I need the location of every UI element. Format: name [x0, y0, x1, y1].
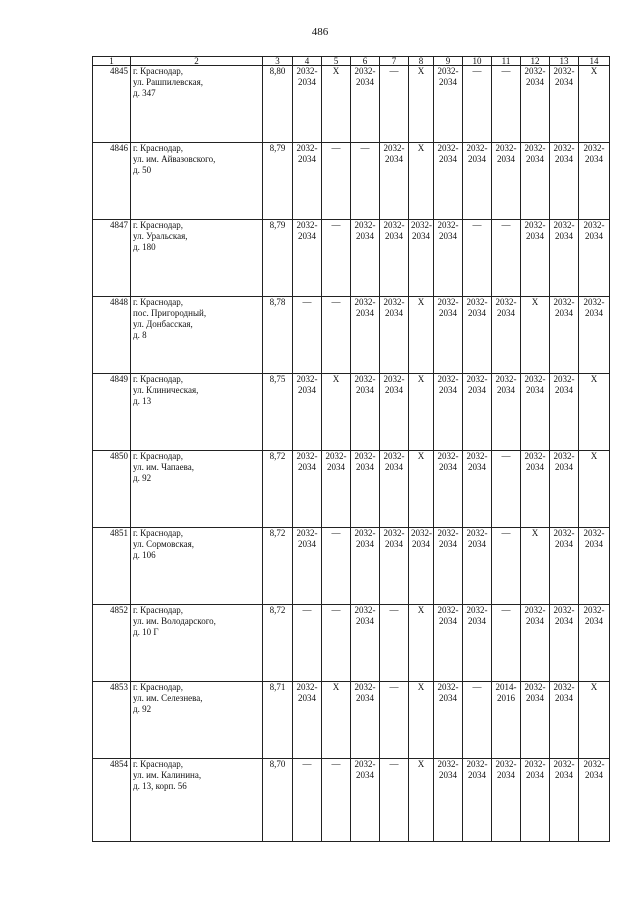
address-line: г. Краснодар, — [133, 374, 184, 384]
table-row — [93, 374, 610, 451]
period-cell: — — [492, 528, 521, 605]
address-line: г. Краснодар, — [133, 759, 184, 769]
address-line: д. 106 — [133, 550, 156, 560]
table-row — [93, 451, 610, 528]
period-cell: — — [380, 605, 409, 682]
address-cell — [131, 759, 263, 842]
table-row — [93, 682, 610, 759]
period-cell: 2032- 2034 — [579, 297, 610, 374]
period-cell: 2032- 2034 — [434, 374, 463, 451]
period-cell: 2032- 2034 — [434, 528, 463, 605]
address-cell — [131, 451, 263, 528]
row-number: 4851 — [93, 528, 131, 605]
column-header: 12 — [521, 57, 550, 66]
column-header: 11 — [492, 57, 521, 66]
period-cell: 2032- 2034 — [380, 451, 409, 528]
period-cell: 2032- 2034 — [550, 297, 579, 374]
period-cell: 2032- 2034 — [322, 451, 351, 528]
period-cell: — — [322, 759, 351, 842]
period-cell: 2032- 2034 — [380, 220, 409, 297]
period-cell: 2032- 2034 — [463, 374, 492, 451]
period-cell: 2032- 2034 — [579, 759, 610, 842]
period-cell: X — [579, 451, 610, 528]
period-cell: 2032- 2034 — [293, 143, 322, 220]
address-cell — [131, 605, 263, 682]
row-number: 4853 — [93, 682, 131, 759]
period-cell: X — [409, 66, 434, 143]
period-cell: 2032- 2034 — [521, 759, 550, 842]
address-line: д. 10 Г — [133, 627, 159, 637]
period-cell: 2032- 2034 — [579, 220, 610, 297]
row-number: 4845 — [93, 66, 131, 143]
period-cell: 2032- 2034 — [579, 528, 610, 605]
address-line: г. Краснодар, — [133, 528, 184, 538]
area-cell: 8,78 — [263, 297, 293, 374]
period-cell: 2032- 2034 — [434, 143, 463, 220]
period-cell: — — [293, 759, 322, 842]
address-line: г. Краснодар, — [133, 66, 184, 76]
row-number: 4849 — [93, 374, 131, 451]
area-cell: 8,75 — [263, 374, 293, 451]
period-cell: 2032- 2034 — [550, 374, 579, 451]
page-number: 486 — [311, 26, 329, 38]
row-number: 4854 — [93, 759, 131, 842]
period-cell: 2032- 2034 — [463, 528, 492, 605]
period-cell: 2032- 2034 — [550, 66, 579, 143]
period-cell: 2032- 2034 — [380, 528, 409, 605]
period-cell: X — [409, 374, 434, 451]
address-cell — [131, 374, 263, 451]
table-row — [93, 143, 610, 220]
period-cell: X — [409, 682, 434, 759]
area-cell: 8,79 — [263, 220, 293, 297]
period-cell: — — [322, 528, 351, 605]
area-cell: 8,79 — [263, 143, 293, 220]
period-cell: 2032- 2034 — [351, 66, 380, 143]
address-line: ул. Донбасская, — [133, 319, 193, 329]
period-cell: 2032- 2034 — [550, 759, 579, 842]
address-line: д. 92 — [133, 473, 152, 483]
column-header: 7 — [380, 57, 409, 66]
period-cell: 2032- 2034 — [409, 220, 434, 297]
period-cell: 2032- 2034 — [351, 605, 380, 682]
period-cell: — — [492, 451, 521, 528]
period-cell: 2032- 2034 — [550, 143, 579, 220]
period-cell: 2032- 2034 — [434, 682, 463, 759]
period-cell: 2032- 2034 — [463, 143, 492, 220]
table-row — [93, 66, 610, 143]
address-line: ул. им. Селезнева, — [133, 693, 203, 703]
header-row — [93, 57, 610, 66]
period-cell: — — [380, 66, 409, 143]
address-line: д. 180 — [133, 242, 156, 252]
period-cell: 2032- 2034 — [550, 451, 579, 528]
data-table — [92, 56, 610, 842]
address-line: д. 92 — [133, 704, 152, 714]
row-number: 4852 — [93, 605, 131, 682]
column-header: 4 — [293, 57, 322, 66]
area-cell: 8,70 — [263, 759, 293, 842]
period-cell: 2032- 2034 — [434, 759, 463, 842]
address-cell — [131, 220, 263, 297]
period-cell: 2032- 2034 — [579, 605, 610, 682]
column-header: 3 — [263, 57, 293, 66]
address-line: ул. Сормовская, — [133, 539, 194, 549]
area-cell: 8,72 — [263, 605, 293, 682]
period-cell: 2032- 2034 — [550, 528, 579, 605]
period-cell: — — [463, 66, 492, 143]
period-cell: 2032- 2034 — [293, 66, 322, 143]
address-line: д. 13 — [133, 396, 152, 406]
column-header: 2 — [131, 57, 263, 66]
period-cell: 2032- 2034 — [550, 220, 579, 297]
period-cell: — — [380, 682, 409, 759]
period-cell: 2032- 2034 — [521, 605, 550, 682]
address-line: ул. им. Калинина, — [133, 770, 202, 780]
period-cell: 2032- 2034 — [434, 220, 463, 297]
row-number: 4846 — [93, 143, 131, 220]
address-line: д. 347 — [133, 88, 156, 98]
address-line: ул. Рашпилевская, — [133, 77, 203, 87]
period-cell: X — [322, 374, 351, 451]
row-number: 4848 — [93, 297, 131, 374]
row-number: 4847 — [93, 220, 131, 297]
period-cell: 2032- 2034 — [521, 220, 550, 297]
period-cell: 2032- 2034 — [492, 143, 521, 220]
address-line: д. 8 — [133, 330, 147, 340]
period-cell: 2032- 2034 — [521, 374, 550, 451]
column-header: 6 — [351, 57, 380, 66]
address-line: ул. Клиническая, — [133, 385, 199, 395]
period-cell: — — [351, 143, 380, 220]
period-cell: 2032- 2034 — [293, 220, 322, 297]
period-cell: X — [409, 605, 434, 682]
period-cell: 2032- 2034 — [463, 759, 492, 842]
period-cell: 2032- 2034 — [521, 451, 550, 528]
period-cell: X — [409, 297, 434, 374]
period-cell: 2032- 2034 — [380, 374, 409, 451]
period-cell: 2032- 2034 — [351, 528, 380, 605]
period-cell: 2032- 2034 — [492, 297, 521, 374]
address-cell — [131, 66, 263, 143]
period-cell: — — [322, 220, 351, 297]
period-cell: X — [409, 759, 434, 842]
address-line: д. 13, корп. 56 — [133, 781, 187, 791]
table-row — [93, 759, 610, 842]
period-cell: — — [492, 605, 521, 682]
period-cell: 2032- 2034 — [579, 143, 610, 220]
period-cell: 2032- 2034 — [351, 451, 380, 528]
area-cell: 8,71 — [263, 682, 293, 759]
period-cell: X — [521, 528, 550, 605]
address-line: д. 50 — [133, 165, 152, 175]
period-cell: X — [322, 66, 351, 143]
area-cell: 8,80 — [263, 66, 293, 143]
table-row — [93, 528, 610, 605]
column-header: 13 — [550, 57, 579, 66]
address-line: ул. им. Чапаева, — [133, 462, 195, 472]
column-header: 9 — [434, 57, 463, 66]
period-cell: — — [492, 66, 521, 143]
table-row — [93, 297, 610, 374]
address-cell — [131, 143, 263, 220]
period-cell: 2032- 2034 — [434, 66, 463, 143]
period-cell: 2032- 2034 — [521, 143, 550, 220]
period-cell: 2032- 2034 — [463, 605, 492, 682]
period-cell: 2032- 2034 — [351, 759, 380, 842]
period-cell: — — [463, 220, 492, 297]
column-header: 5 — [322, 57, 351, 66]
column-header: 8 — [409, 57, 434, 66]
period-cell: — — [322, 605, 351, 682]
period-cell: 2032- 2034 — [293, 528, 322, 605]
period-cell: 2032- 2034 — [492, 374, 521, 451]
address-cell — [131, 682, 263, 759]
period-cell: 2032- 2034 — [434, 451, 463, 528]
row-number: 4850 — [93, 451, 131, 528]
address-line: ул. им. Айвазовского, — [133, 154, 216, 164]
period-cell: 2032- 2034 — [293, 374, 322, 451]
table-row — [93, 605, 610, 682]
address-line: г. Краснодар, — [133, 297, 184, 307]
address-line: ул. им. Володарского, — [133, 616, 216, 626]
period-cell: — — [380, 759, 409, 842]
address-line: ул. Уральская, — [133, 231, 188, 241]
period-cell: X — [322, 682, 351, 759]
column-header: 10 — [463, 57, 492, 66]
period-cell: 2032- 2034 — [463, 297, 492, 374]
period-cell: — — [322, 143, 351, 220]
period-cell: X — [579, 374, 610, 451]
period-cell: — — [293, 297, 322, 374]
period-cell: X — [409, 143, 434, 220]
period-cell: 2032- 2034 — [463, 451, 492, 528]
address-cell — [131, 528, 263, 605]
period-cell: 2032- 2034 — [550, 605, 579, 682]
period-cell: 2032- 2034 — [434, 297, 463, 374]
address-line: г. Краснодар, — [133, 682, 184, 692]
column-header: 1 — [93, 57, 131, 66]
address-line: г. Краснодар, — [133, 605, 184, 615]
address-line: г. Краснодар, — [133, 143, 184, 153]
period-cell: X — [409, 451, 434, 528]
period-cell: 2032- 2034 — [492, 759, 521, 842]
period-cell: 2032- 2034 — [380, 143, 409, 220]
address-line: пос. Пригородный, — [133, 308, 207, 318]
period-cell: 2032- 2034 — [434, 605, 463, 682]
period-cell: 2032- 2034 — [521, 682, 550, 759]
period-cell: 2014- 2016 — [492, 682, 521, 759]
area-cell: 8,72 — [263, 451, 293, 528]
period-cell: — — [492, 220, 521, 297]
address-line: г. Краснодар, — [133, 220, 184, 230]
period-cell: 2032- 2034 — [550, 682, 579, 759]
period-cell: 2032- 2034 — [351, 374, 380, 451]
period-cell: 2032- 2034 — [293, 682, 322, 759]
period-cell: — — [293, 605, 322, 682]
column-header: 14 — [579, 57, 610, 66]
area-cell: 8,72 — [263, 528, 293, 605]
table-row — [93, 220, 610, 297]
period-cell: X — [579, 682, 610, 759]
period-cell: X — [521, 297, 550, 374]
period-cell: — — [322, 297, 351, 374]
period-cell: 2032- 2034 — [351, 297, 380, 374]
period-cell: 2032- 2034 — [351, 682, 380, 759]
period-cell: 2032- 2034 — [351, 220, 380, 297]
period-cell: 2032- 2034 — [293, 451, 322, 528]
period-cell: — — [463, 682, 492, 759]
period-cell: X — [579, 66, 610, 143]
address-line: г. Краснодар, — [133, 451, 184, 461]
period-cell: 2032- 2034 — [409, 528, 434, 605]
period-cell: 2032- 2034 — [380, 297, 409, 374]
address-cell — [131, 297, 263, 374]
period-cell: 2032- 2034 — [521, 66, 550, 143]
